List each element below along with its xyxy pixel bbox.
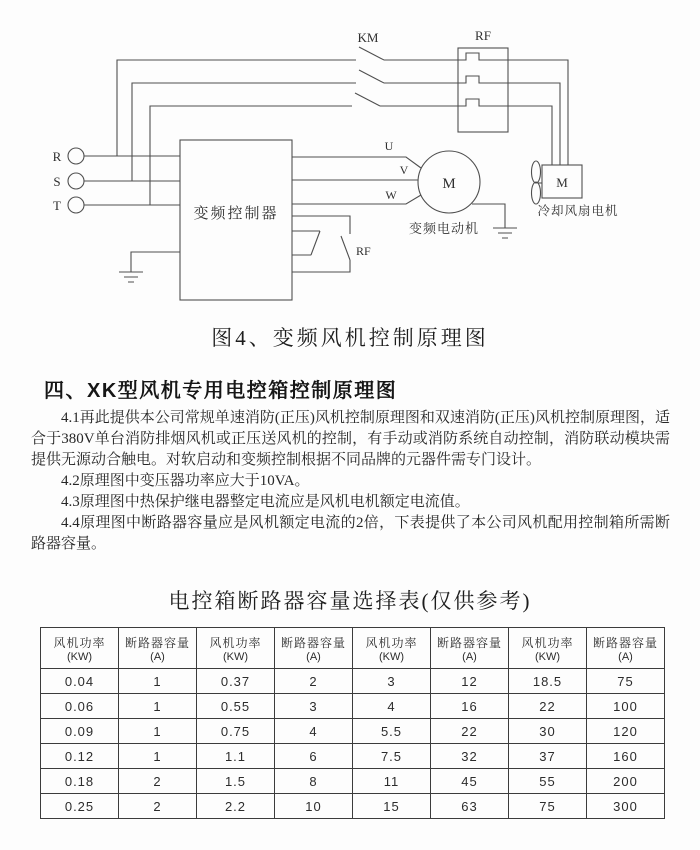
table-cell: 45 — [431, 769, 509, 794]
terminal-label-r: R — [52, 149, 62, 164]
table-cell: 4 — [275, 719, 353, 744]
circuit-diagram — [0, 0, 700, 312]
table-cell: 30 — [509, 719, 587, 744]
table-cell: 200 — [587, 769, 665, 794]
table-cell: 2 — [119, 769, 197, 794]
v-label: V — [399, 163, 409, 177]
table-cell: 37 — [509, 744, 587, 769]
col-header-breaker: 断路器容量 (A) — [119, 628, 197, 669]
phase-terminals — [53, 148, 180, 213]
table-cell: 1 — [119, 744, 197, 769]
table-cell: 120 — [587, 719, 665, 744]
col-header-breaker: 断路器容量 (A) — [275, 628, 353, 669]
table-cell: 55 — [509, 769, 587, 794]
fan-motor-caption: 冷却风扇电机 — [537, 204, 619, 218]
table-cell: 0.09 — [41, 719, 119, 744]
table-cell: 1.5 — [197, 769, 275, 794]
table-cell: 11 — [353, 769, 431, 794]
heater-element — [458, 53, 508, 60]
fan-feed-wires — [508, 60, 568, 165]
main-motor — [292, 139, 517, 238]
fan-blade-icon — [532, 161, 541, 183]
table-cell: 6 — [275, 744, 353, 769]
controller-label: 变频控制器 — [193, 206, 279, 222]
terminal-r — [68, 148, 84, 164]
paragraph-4-4: 4.4原理图中断路器容量应是风机额定电流的2倍，下表提供了本公司风机配用控制箱所需断路器容量。 — [31, 515, 670, 552]
col-header-power: 风机功率 (KW) — [197, 628, 275, 669]
table-cell: 0.55 — [197, 694, 275, 719]
table-row — [41, 669, 665, 694]
figure-caption: 图4、变频风机控制原理图 — [211, 326, 489, 350]
table-cell: 75 — [587, 669, 665, 694]
heater-element — [458, 76, 508, 83]
table-cell: 2.2 — [197, 794, 275, 819]
inverter-controller — [119, 140, 371, 300]
table-cell: 32 — [431, 744, 509, 769]
paragraph-4-1: 4.1再此提供本公司常规单速消防(正压)风机控制原理图和双速消防(正压)风机控制原理图，适合于380V单台消防排烟风机或正压送风机的控制，有手动或消防系统自动控制，消防联动模块需提供无源动合触电。对软启动和变频控制根据不同品牌的元器件需专门设计。 — [31, 410, 670, 468]
section-body — [31, 408, 670, 555]
aux-contact-inner — [292, 231, 320, 255]
table-cell: 4 — [353, 694, 431, 719]
table-cell: 16 — [431, 694, 509, 719]
table-cell: 3 — [275, 694, 353, 719]
table-row — [41, 769, 665, 794]
table-cell: 0.37 — [197, 669, 275, 694]
table-title: 电控箱断路器容量选择表(仅供参考) — [168, 589, 532, 613]
table-cell: 1 — [119, 719, 197, 744]
table-cell: 160 — [587, 744, 665, 769]
km-label: KM — [357, 30, 379, 45]
fan-blade-icon — [532, 182, 541, 204]
table-header-row — [41, 628, 665, 669]
section-heading: 四、XK型风机专用电控箱控制原理图 — [44, 380, 398, 402]
table-cell: 300 — [587, 794, 665, 819]
table-cell: 1 — [119, 669, 197, 694]
table-cell: 0.25 — [41, 794, 119, 819]
table-cell: 8 — [275, 769, 353, 794]
table-cell: 0.75 — [197, 719, 275, 744]
terminal-label-t: T — [53, 198, 61, 213]
table-cell: 100 — [587, 694, 665, 719]
main-motor-caption: 变频电动机 — [408, 221, 480, 236]
table-row — [41, 744, 665, 769]
table-row — [41, 719, 665, 744]
ground-icon — [119, 252, 180, 282]
col-header-power: 风机功率 (KW) — [41, 628, 119, 669]
col-header-power: 风机功率 (KW) — [509, 628, 587, 669]
table-cell: 15 — [353, 794, 431, 819]
table-cell: 0.04 — [41, 669, 119, 694]
paragraph-4-2: 4.2原理图中变压器功率应大于10VA。 — [61, 473, 310, 489]
col-header-breaker: 断路器容量 (A) — [431, 628, 509, 669]
table-row — [41, 694, 665, 719]
fan-motor-m: M — [556, 175, 568, 190]
table-cell: 22 — [509, 694, 587, 719]
u-label: U — [384, 139, 394, 153]
heater-element — [458, 99, 508, 106]
table-cell: 2 — [119, 794, 197, 819]
rf-aux-label: RF — [356, 244, 371, 258]
terminal-label-s: S — [53, 174, 61, 189]
rf-thermal-relay — [458, 28, 568, 165]
table-row — [41, 794, 665, 819]
table-cell: 63 — [431, 794, 509, 819]
main-motor-m: M — [442, 176, 456, 192]
table-cell: 1.1 — [197, 744, 275, 769]
w-label: W — [385, 188, 397, 202]
table-cell: 1 — [119, 694, 197, 719]
table-cell: 0.12 — [41, 744, 119, 769]
table-cell: 12 — [431, 669, 509, 694]
km-contactor — [117, 30, 458, 205]
table-cell: 7.5 — [353, 744, 431, 769]
terminal-s — [68, 173, 84, 189]
rf-relay-box — [458, 48, 508, 132]
table-cell: 0.06 — [41, 694, 119, 719]
table-cell: 22 — [431, 719, 509, 744]
table-cell: 10 — [275, 794, 353, 819]
table-cell: 0.18 — [41, 769, 119, 794]
terminal-t — [68, 197, 84, 213]
paragraph-4-3: 4.3原理图中热保护继电器整定电流应是风机电机额定电流值。 — [61, 494, 470, 510]
table-cell: 5.5 — [353, 719, 431, 744]
breaker-capacity-table — [40, 627, 665, 819]
table-cell: 2 — [275, 669, 353, 694]
rf-aux-contact — [292, 216, 350, 272]
table-cell: 3 — [353, 669, 431, 694]
col-header-power: 风机功率 (KW) — [353, 628, 431, 669]
cooling-fan-motor — [532, 161, 619, 218]
col-header-breaker: 断路器容量 (A) — [587, 628, 665, 669]
table-cell: 75 — [509, 794, 587, 819]
rf-relay-label: RF — [475, 28, 491, 43]
table-cell: 18.5 — [509, 669, 587, 694]
